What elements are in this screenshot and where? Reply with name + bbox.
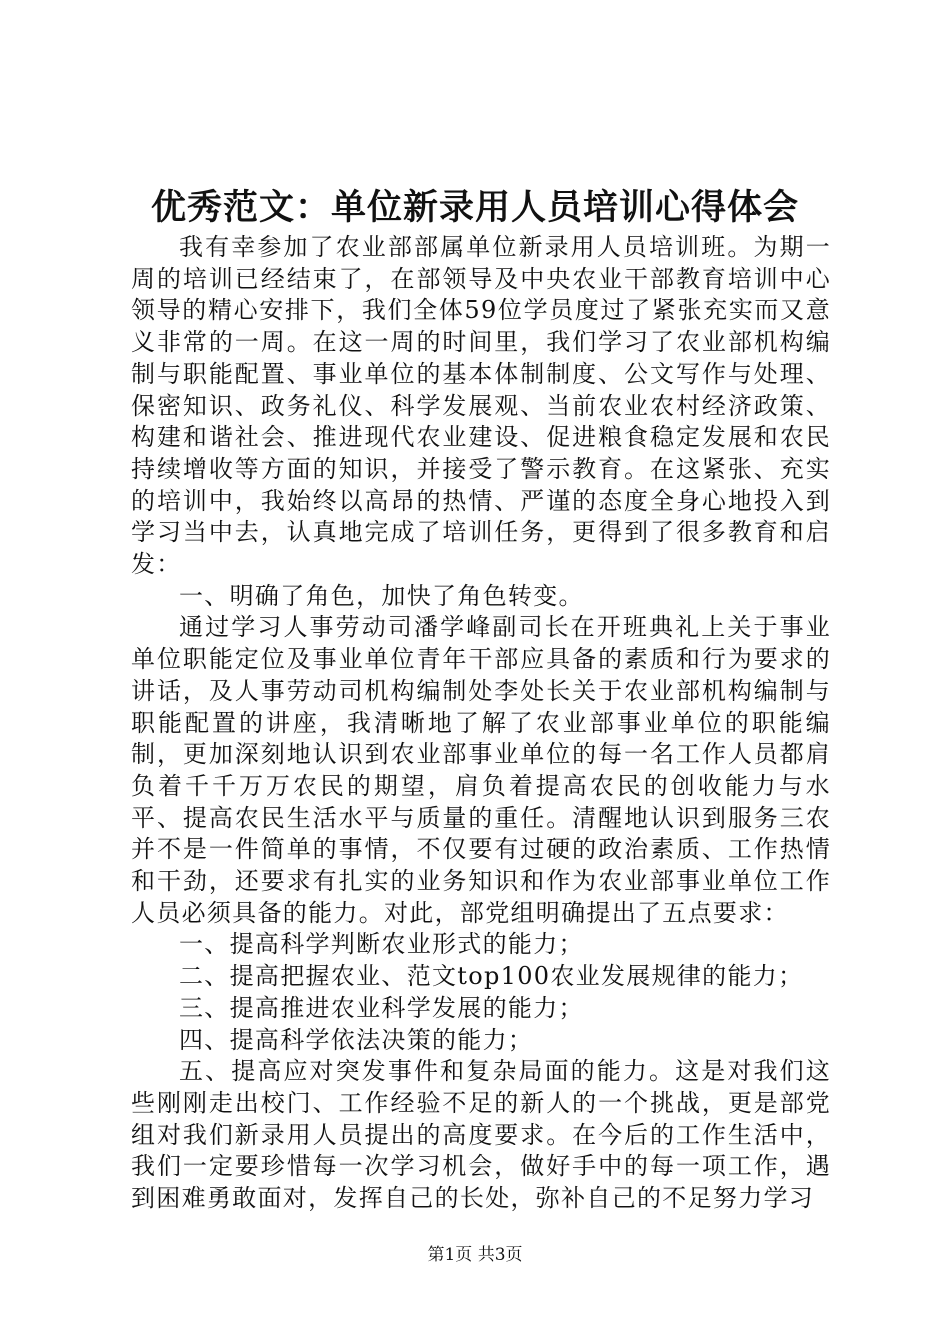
paragraph-body-2: 通过学习人事劳动司潘学峰副司长在开班典礼上关于事业单位职能定位及事业单位青年干部应具备的素质和行为要求的讲话，及人事劳动司机构编制处李处长关于农业部机构编制与职能配置的讲座，我清晰地了解了农业部事业单位的职能编制，更加深刻地认识到农业部事业单位的每一名工作人员都肩负着千千万万农民的期望，肩负着提高农民的创收能力与水平、提高农民生活水平与质量的重任。清醒地认识到服务三农并不是一件简单的事情，不仅要有过硬的政治素质、工作热情和干劲，还要求有扎实的业务知识和作为农业部事业单位工作人员必须具备的能力。对此，部党组明确提出了五点要求： <box>131 613 831 927</box>
page-footer: 第1页 共3页 <box>427 1245 523 1265</box>
paragraph-intro: 我有幸参加了农业部部属单位新录用人员培训班。为期一周的培训已经结束了，在部领导及中央农业干部教育培训中心领导的精心安排下，我们全体59位学员度过了紧张充实而又意义非常的一周。在这一周的时间里，我们学习了农业部机构编制与职能配置、事业单位的基本体制制度、公文写作与处理、保密知识、政务礼仪、科学发展观、当前农业农村经济政策、构建和谐社会、推进现代农业建设、促进粮食稳定发展和农民持续增收等方面的知识，并接受了警示教育。在这紧张、充实的培训中，我始终以高昂的热情、严谨的态度全身心地投入到学习当中去，认真地完成了培训任务，更得到了很多教育和启发： <box>131 233 831 579</box>
list-item-2: 二、提高把握农业、范文top100农业发展规律的能力； <box>179 962 804 991</box>
list-item-4: 四、提高科学依法决策的能力； <box>179 1025 534 1054</box>
list-item-5: 五、提高应对突发事件和复杂局面的能力。这是对我们这些刚刚走出校门、工作经验不足的新人的一个挑战，更是部党组对我们新录用人员提出的高度要求。在今后的工作生活中，我们一定要珍惜每一次学习机会，做好手中的每一项工作，遇到困难勇敢面对，发挥自己的长处，弥补自己的不足努力学习 <box>131 1057 831 1213</box>
document-body <box>131 232 831 1215</box>
list-item-3: 三、提高推进农业科学发展的能力； <box>179 993 584 1022</box>
list-item-1: 一、提高科学判断农业形式的能力； <box>179 930 584 959</box>
document-title: 优秀范文：单位新录用人员培训心得体会 <box>150 187 799 228</box>
paragraph-heading-1: 一、明确了角色，加快了角色转变。 <box>179 581 584 610</box>
